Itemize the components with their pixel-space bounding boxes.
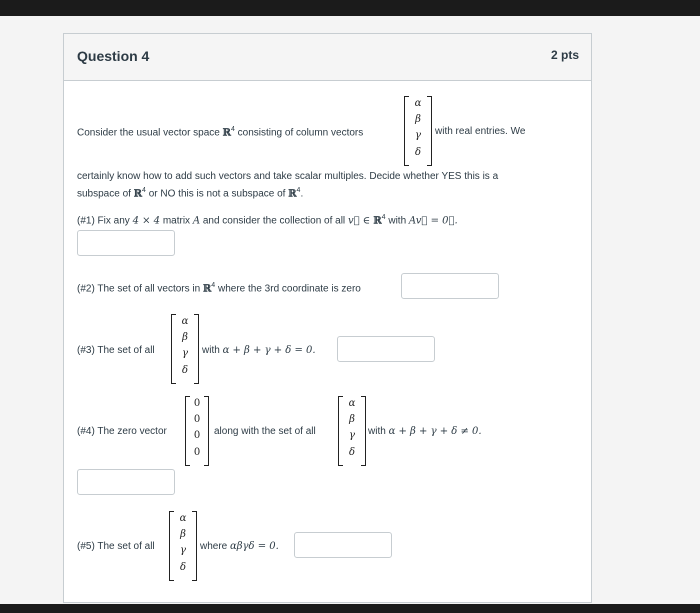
space-symbol: ℝ: [133, 188, 143, 200]
vector-entry: γ: [415, 130, 421, 141]
space-symbol: ℝ: [373, 215, 382, 227]
vector-entry: β: [415, 114, 421, 125]
space-symbol: ℝ: [222, 127, 231, 139]
vector-entry: γ: [180, 545, 186, 556]
intro-text: subspace of: [77, 188, 134, 200]
vector-entry: δ: [414, 147, 422, 158]
intro-text: Consider the usual vector space: [77, 127, 223, 139]
math-condition: αβγδ = 0.: [230, 541, 279, 552]
item-4-column-vector: [338, 396, 366, 466]
intro-line-1-end: with real entries. We: [435, 126, 526, 137]
math-equation: Av⃗ = 0⃗.: [408, 215, 458, 227]
math-in: ∈: [359, 215, 374, 227]
item-text: where: [200, 541, 231, 552]
answer-input-3[interactable]: [337, 336, 435, 362]
item-text: and consider the collection of all: [200, 215, 348, 227]
intro-line-1: [77, 126, 363, 138]
space-exponent: 4: [296, 187, 301, 194]
space-symbol: ℝ: [202, 283, 212, 295]
answer-input-1[interactable]: [77, 230, 175, 256]
space-exponent: 4: [381, 214, 386, 221]
item-5-column-vector: [169, 511, 197, 581]
intro-text: consisting of column vectors: [234, 127, 364, 139]
item-5-label: (#5) The set of all: [77, 541, 155, 552]
math-condition: α + β + γ + δ ≠ 0.: [388, 426, 482, 437]
math-matrix: A: [192, 215, 201, 227]
vector-entry: 0: [193, 430, 201, 441]
item-4-condition: [368, 426, 482, 437]
math-vector: v⃗: [347, 215, 360, 227]
item-text: matrix: [160, 215, 193, 227]
vector-entry: δ: [181, 365, 189, 376]
item-3-column-vector: [171, 314, 199, 384]
item-1-text: [77, 214, 458, 226]
vector-entry: γ: [182, 348, 188, 359]
item-4-middle: along with the set of all: [214, 426, 316, 437]
page-background: [0, 16, 700, 604]
item-4-label: (#4) The zero vector: [77, 426, 167, 437]
intro-text: or NO this is not a subspace of: [145, 188, 289, 200]
vector-entry: α: [179, 513, 187, 524]
answer-input-2[interactable]: [401, 273, 499, 299]
item-3-condition: [202, 345, 316, 356]
vector-entry: γ: [349, 430, 355, 441]
question-header: [64, 34, 591, 81]
top-bar: [0, 0, 700, 16]
vector-entry: 0: [193, 398, 201, 409]
item-5-condition: [200, 541, 279, 552]
vector-entry: 0: [193, 447, 201, 458]
intro-column-vector: [404, 96, 432, 166]
question-title: Question 4: [77, 48, 150, 64]
vector-entry: α: [181, 316, 189, 327]
vector-entry: β: [180, 529, 186, 540]
question-points: 2 pts: [550, 48, 579, 62]
vector-entry: β: [182, 332, 188, 343]
item-text: with: [385, 215, 409, 227]
vector-entry: α: [414, 98, 422, 109]
vector-entry: δ: [179, 562, 187, 573]
intro-text: .: [300, 188, 304, 200]
space-exponent: 4: [142, 187, 146, 194]
math-dims: 4 × 4: [132, 215, 161, 227]
vector-entry: 0: [193, 414, 201, 425]
vector-entry: β: [349, 414, 355, 425]
item-text: with: [368, 426, 389, 437]
item-text: where the 3rd coordinate is zero: [215, 283, 361, 295]
question-card: [63, 33, 592, 603]
intro-line-3: [77, 187, 303, 199]
vector-entry: α: [348, 398, 356, 409]
item-text: (#1) Fix any: [77, 215, 133, 227]
space-symbol: ℝ: [288, 188, 297, 200]
space-exponent: 4: [230, 126, 235, 133]
intro-line-2: certainly know how to add such vectors and take scalar multiples. Decide whether YES this is a: [77, 171, 499, 182]
math-condition: α + β + γ + δ = 0.: [222, 345, 316, 356]
item-text: with: [202, 345, 223, 356]
space-exponent: 4: [211, 282, 216, 289]
bottom-bar: [0, 604, 700, 613]
item-2-text: [77, 282, 361, 294]
answer-input-4[interactable]: [77, 469, 175, 495]
item-text: (#2) The set of all vectors in: [77, 283, 203, 295]
vector-entry: δ: [348, 447, 356, 458]
answer-input-5[interactable]: [294, 532, 392, 558]
item-3-label: (#3) The set of all: [77, 345, 155, 356]
zero-column-vector: [185, 396, 209, 466]
